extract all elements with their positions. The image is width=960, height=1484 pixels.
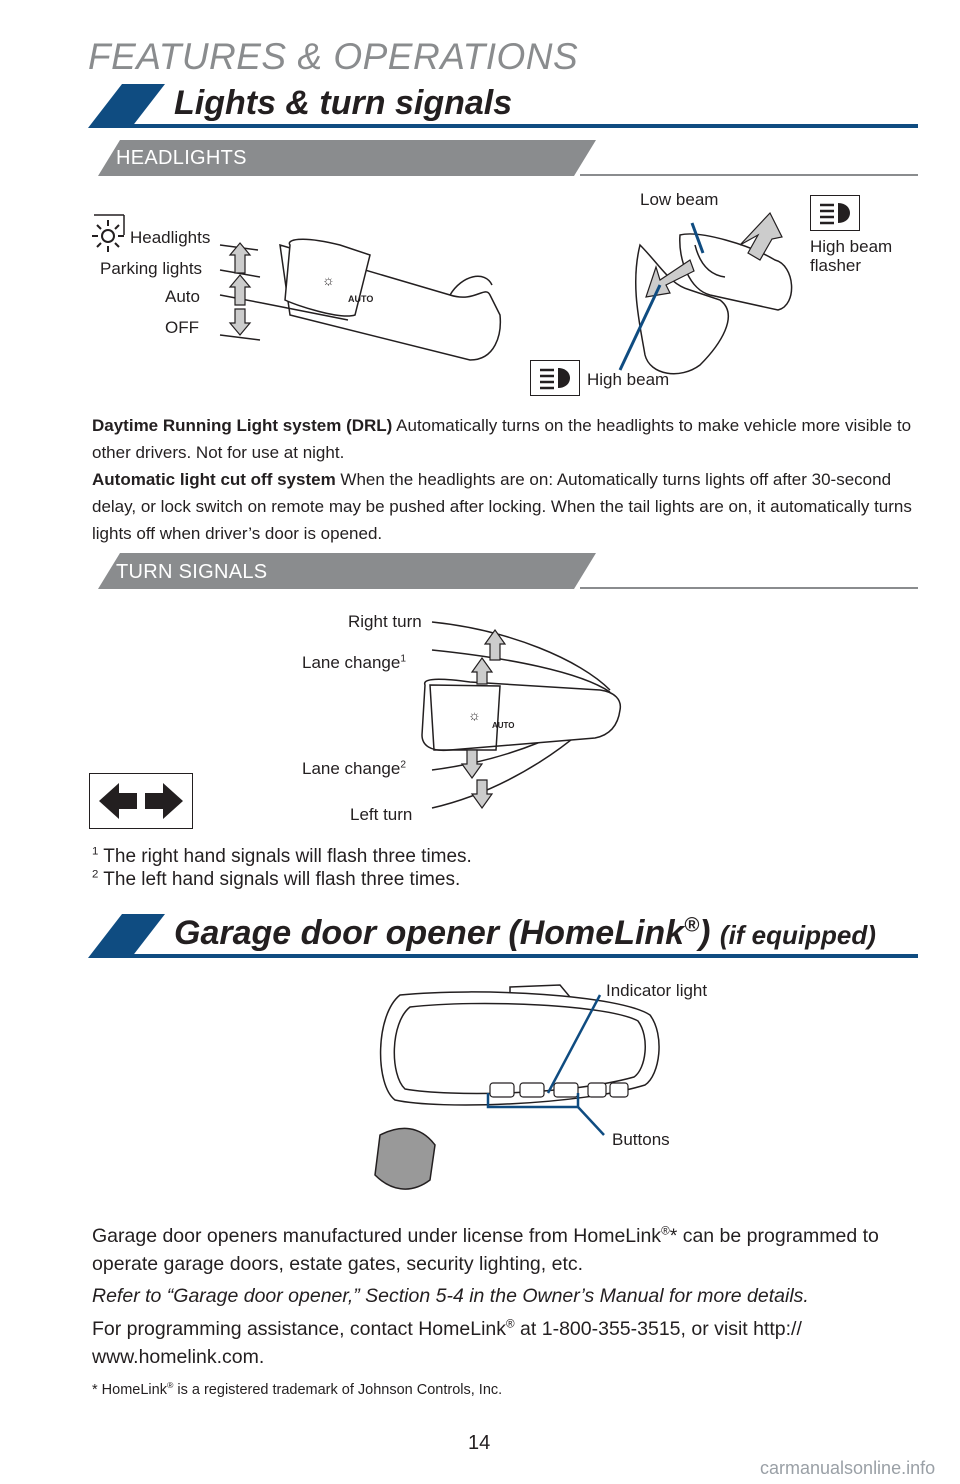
lane-change-1-text: Lane change [302,653,401,672]
high-beam-flasher-label: High beam flasher [810,237,893,275]
buttons-label: Buttons [612,1130,670,1149]
headlight-lever-diagram [90,185,530,375]
drl-paragraph [92,412,912,466]
trademark-reg: ® [166,1380,174,1391]
footnote-2-sup: 2 [92,868,99,881]
svg-text:☼: ☼ [322,272,335,288]
trademark-note [92,1382,502,1398]
para3-a: For programming assistance, contact HomeLink [92,1318,507,1340]
page-number: 14 [468,1432,491,1454]
trademark-a: * HomeLink [92,1382,167,1398]
homelink-mirror-diagram [360,975,680,1205]
headlights-position-label: Headlights [130,228,211,247]
right-turn-label: Right turn [348,612,422,631]
high-beam-icon [530,360,580,396]
high-beam-flasher-icon [810,195,860,231]
auto-label: Auto [165,287,200,306]
section-rule [130,124,918,128]
left-turn-label: Left turn [350,805,413,824]
beam-hand-diagram [600,205,810,385]
svg-text:AUTO: AUTO [492,721,515,730]
if-equipped-label: (if equipped) [719,920,876,950]
headlights-label: HEADLIGHTS [116,147,247,169]
para3-b: at 1-800-355-3515, or visit http:// www.homelink.com. [92,1318,802,1368]
para1-reg: ® [661,1224,670,1238]
section-accent-slash [88,84,165,128]
para1-b: * can be programmed to operate garage doors, estate gates, security lighting, etc. [92,1225,879,1275]
turn-arrows-icon [89,773,193,829]
homelink-paragraph-1 [92,1222,912,1278]
lane-change-2-text: Lane change [302,759,401,778]
drl-title: Daytime Running Light system (DRL) [92,416,393,435]
lights-section-title: Lights & turn signals [174,84,513,122]
garage-title-reg: ® [684,914,700,937]
parking-lights-label: Parking lights [100,259,203,278]
page-header-title: FEATURES & OPERATIONS [88,36,579,77]
turn-lever-diagram [410,610,650,820]
turn-signals-label: TURN SIGNALS [116,561,268,583]
footnote-2-text: The left hand signals will flash three times. [98,869,461,890]
cutoff-title: Automatic light cut off system [92,470,336,489]
cutoff-text: When the headlights are on: Automatically turns lights off after 30-second delay, or lock switch on remote may be pushed after locking. When the tail lights are on, it automatically turns lights off when driver’s door is opened. [92,470,912,543]
homelink-paragraph-2: Refer to “Garage door opener,” Section 5-4 in the Owner’s Manual for more details. [92,1285,809,1307]
footnote-2 [92,869,460,891]
garage-section-title [174,914,876,953]
para1-a: Garage door openers manufactured under license from HomeLink [92,1225,662,1247]
homelink-paragraph-3 [92,1315,912,1371]
svg-text:☼: ☼ [468,707,481,723]
high-beam-label: High beam [587,370,670,389]
footnote-1-sup: 1 [92,845,99,858]
lane-change-2-label [302,759,406,779]
trademark-b: is a registered trademark of Johnson Controls, Inc. [173,1382,503,1398]
garage-title-text: Garage door opener (HomeLink [174,914,685,952]
indicator-light-label: Indicator light [606,981,708,1000]
para3-reg: ® [506,1317,515,1331]
off-label: OFF [165,318,199,337]
low-beam-label: Low beam [640,190,719,209]
cutoff-paragraph [92,466,912,547]
lane-change-1-sup: 1 [400,653,406,665]
footnote-1 [92,846,472,868]
svg-text:AUTO: AUTO [348,294,374,304]
drl-text: Automatically turns on the headlights to make vehicle more visible to other drivers. Not for use at night. [92,416,912,462]
headlight-icon [90,218,126,254]
garage-title-close: ) [699,914,711,952]
lane-change-2-sup: 2 [400,759,406,771]
footnote-1-text: The right hand signals will flash three times. [98,846,472,867]
watermark: carmanualsonline.info [760,1458,936,1478]
lane-change-1-label [302,653,406,673]
